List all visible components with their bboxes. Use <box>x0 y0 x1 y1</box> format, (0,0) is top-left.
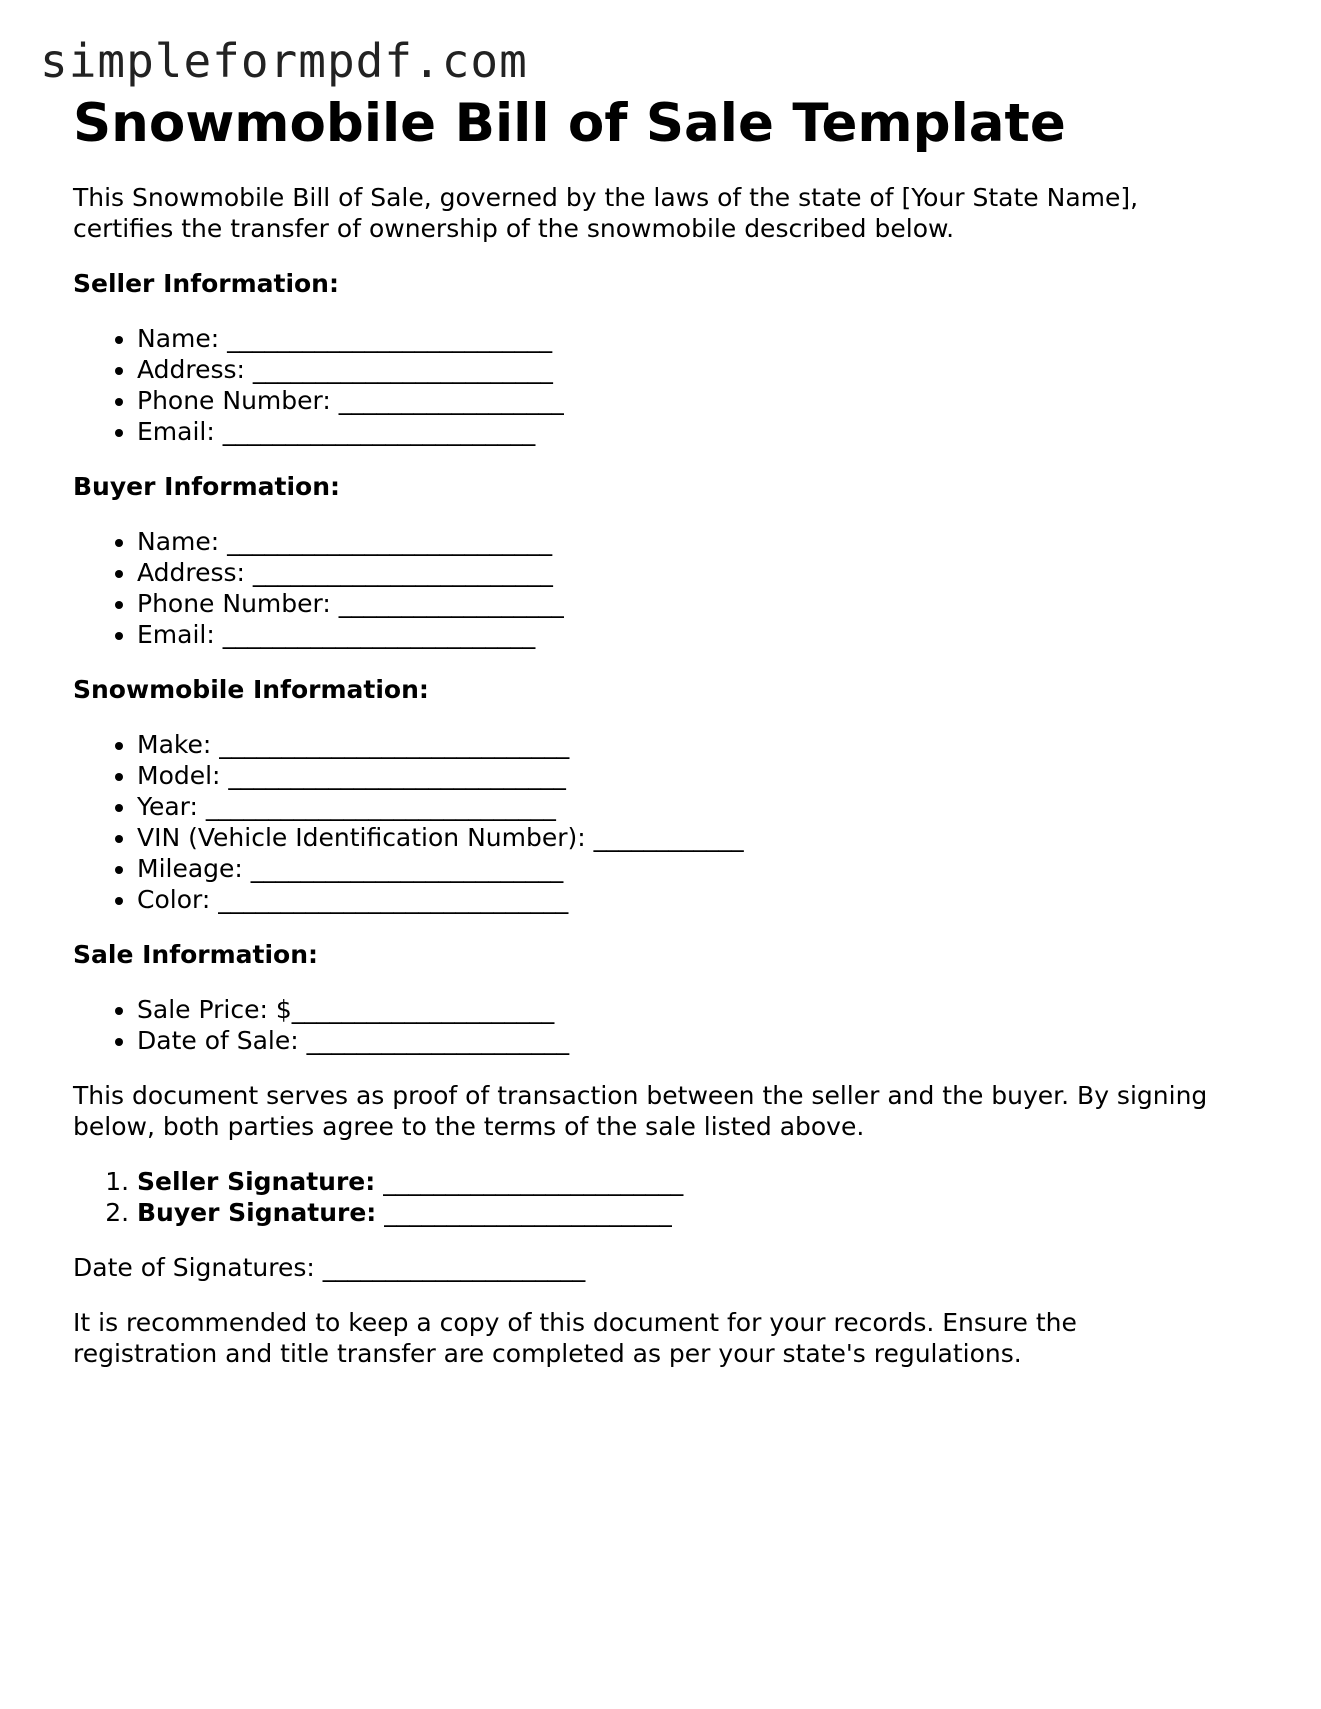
seller-signature-line[interactable]: ________________________ <box>375 1167 684 1196</box>
make-field[interactable]: • Make: ____________________________ <box>137 729 1273 760</box>
seller-address-field[interactable]: • Address: ________________________ <box>137 354 1273 385</box>
intro-line-2: certifies the transfer of ownership of the snowmobile described below. <box>73 214 955 243</box>
buyer-signature-line[interactable]: _______________________ <box>376 1198 672 1227</box>
seller-list <box>73 323 1273 447</box>
buyer-email-field[interactable]: • Email: _________________________ <box>137 619 1273 650</box>
seller-signature-field[interactable] <box>137 1166 1273 1197</box>
buyer-signature-field[interactable] <box>137 1197 1273 1228</box>
sale-heading: Sale Information: <box>73 940 318 969</box>
intro-paragraph <box>73 182 1273 244</box>
sale-price-field[interactable]: • Sale Price: $_____________________ <box>137 994 1273 1025</box>
buyer-name-field[interactable]: • Name: __________________________ <box>137 526 1273 557</box>
seller-email-field[interactable]: • Email: _________________________ <box>137 416 1273 447</box>
closing-line-2: registration and title transfer are completed as per your state's regulations. <box>73 1339 1022 1368</box>
signature-list <box>73 1166 1273 1228</box>
buyer-address-field[interactable]: • Address: ________________________ <box>137 557 1273 588</box>
date-of-sale-field[interactable]: • Date of Sale: _____________________ <box>137 1025 1273 1056</box>
buyer-phone-field[interactable]: • Phone Number: __________________ <box>137 588 1273 619</box>
proof-paragraph <box>73 1080 1273 1142</box>
seller-heading: Seller Information: <box>73 269 339 298</box>
intro-line-1: This Snowmobile Bill of Sale, governed by the laws of the state of [Your State Name], <box>73 183 1139 212</box>
proof-line-1: This document serves as proof of transaction between the seller and the buyer. By signing <box>73 1081 1208 1110</box>
closing-paragraph <box>73 1307 1273 1369</box>
document-body <box>73 88 1273 1369</box>
year-field[interactable]: • Year: ____________________________ <box>137 791 1273 822</box>
seller-name-field[interactable]: • Name: __________________________ <box>137 323 1273 354</box>
color-field[interactable]: • Color: ____________________________ <box>137 884 1273 915</box>
closing-line-1: It is recommended to keep a copy of this document for your records. Ensure the <box>73 1308 1077 1337</box>
date-of-signatures-field[interactable]: Date of Signatures: _____________________ <box>73 1253 586 1282</box>
seller-signature-label: Seller Signature: <box>137 1167 376 1196</box>
mileage-field[interactable]: • Mileage: _________________________ <box>137 853 1273 884</box>
buyer-heading: Buyer Information: <box>73 472 341 501</box>
watermark: simpleformpdf.com <box>40 34 528 88</box>
seller-phone-field[interactable]: • Phone Number: __________________ <box>137 385 1273 416</box>
snowmobile-list <box>73 729 1273 915</box>
sale-list <box>73 994 1273 1056</box>
model-field[interactable]: • Model: ___________________________ <box>137 760 1273 791</box>
buyer-signature-label: Buyer Signature: <box>137 1198 377 1227</box>
proof-line-2: below, both parties agree to the terms of the sale listed above. <box>73 1112 865 1141</box>
vin-field[interactable]: • VIN (Vehicle Identification Number): ____________ <box>137 822 1273 853</box>
buyer-list <box>73 526 1273 650</box>
page-title: Snowmobile Bill of Sale Template <box>73 93 1066 154</box>
snowmobile-heading: Snowmobile Information: <box>73 675 429 704</box>
